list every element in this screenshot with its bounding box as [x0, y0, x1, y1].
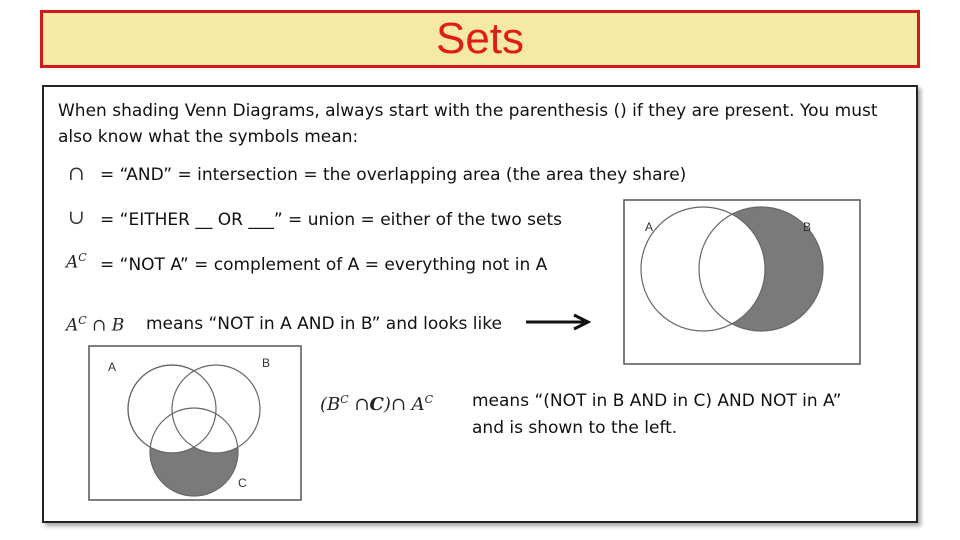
venn2-label-a: A	[645, 220, 654, 234]
example2-line-1: means “(NOT in B AND in C) AND NOT in A”	[472, 391, 842, 411]
venn2-label-b: B	[803, 220, 812, 234]
example2-expression: ($B^C$ ∩C)∩ $A^C$	[320, 393, 434, 415]
venn3-label-c: C	[238, 476, 247, 490]
example1-expression: $A^C$ ∩ B	[66, 314, 125, 336]
complement-definition: = “NOT A” = complement of A = everything not in A	[100, 255, 548, 275]
intro-line-1: When shading Venn Diagrams, always start with the parenthesis () if they are present. You must	[58, 101, 878, 121]
example1-description: means “NOT in A AND in B” and looks like	[146, 314, 502, 334]
complement-symbol: $A^C$	[66, 251, 87, 273]
venn-diagram-two-sets	[623, 199, 861, 365]
venn3-label-b: B	[262, 356, 271, 370]
example2-line-2: and is shown to the left.	[472, 418, 678, 438]
venn3-label-a: A	[108, 360, 117, 374]
title-bar	[40, 10, 920, 68]
content-panel	[42, 85, 918, 523]
slide-title: Sets	[435, 14, 525, 63]
union-icon: ∪	[68, 205, 85, 229]
intersection-definition: = “AND” = intersection = the overlapping area (the area they share)	[100, 165, 687, 185]
intersection-icon: ∩	[68, 161, 85, 185]
intro-line-2: also know what the symbols mean:	[58, 127, 359, 147]
arrow-right-icon	[526, 312, 598, 332]
venn-diagram-three-sets	[88, 345, 302, 501]
union-definition: = “EITHER __ OR ___” = union = either of the two sets	[100, 210, 562, 230]
